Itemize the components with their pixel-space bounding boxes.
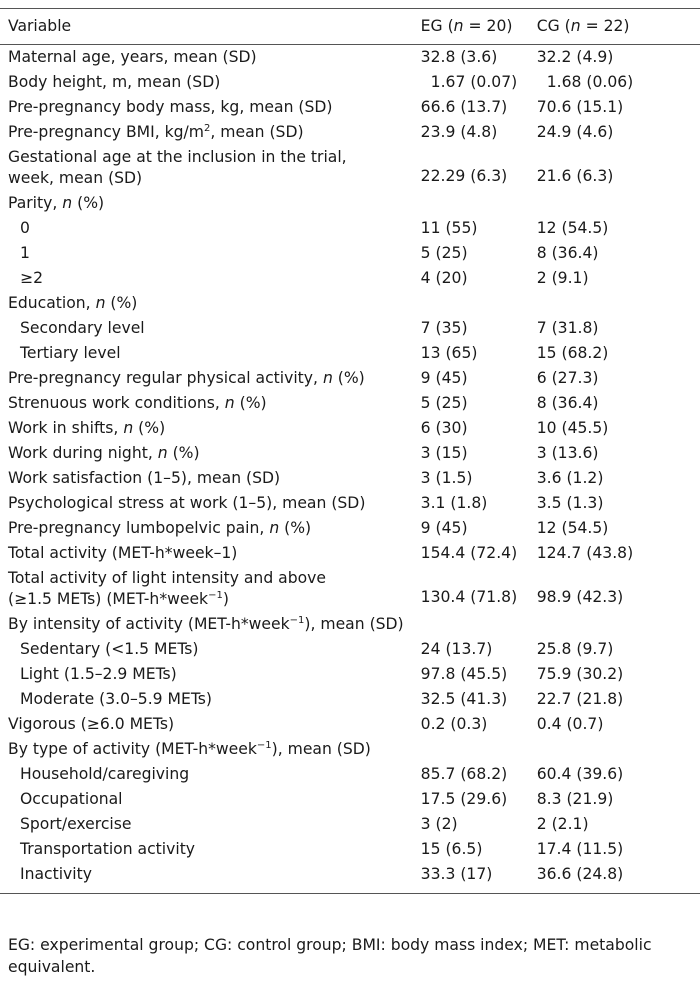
cg-value: 2 (9.1): [536, 269, 589, 287]
eg-value: 32.8 (3.6): [420, 48, 498, 66]
eg-value: 0.2 (0.3): [420, 715, 488, 733]
eg-value: 3 (1.5): [420, 469, 473, 487]
row-label: Inactivity: [20, 865, 92, 883]
cg-value: 32.2 (4.9): [536, 48, 614, 66]
table-row: [0, 566, 700, 612]
eg-value: 9 (45): [420, 519, 468, 537]
table-row: [0, 491, 700, 516]
header-row: [0, 9, 700, 45]
eg-value: 22.29 (6.3): [420, 167, 508, 185]
header-eg: EG (n = 20): [420, 17, 513, 35]
table-row: [0, 341, 700, 366]
cg-value: 17.4 (11.5): [536, 840, 624, 858]
eg-value: 7 (35): [420, 319, 468, 337]
table-row: [0, 637, 700, 662]
row-label: ≥2: [20, 269, 43, 287]
row-label: Pre-pregnancy BMI, $kg/m^2$, mean (SD): [8, 122, 304, 141]
cg-value: 12 (54.5): [536, 519, 609, 537]
row-label: Tertiary level: [20, 344, 121, 362]
row-label: Maternal age, years, mean (SD): [8, 48, 257, 66]
table-row: [0, 612, 700, 637]
table-footnote: EG: experimental group; CG: control group; BMI: body mass index; MET: metabolic equivalent.: [8, 936, 652, 976]
eg-value: 23.9 (4.8): [420, 123, 498, 141]
eg-value: 1.67 (0.07): [430, 73, 518, 91]
row-label: 0: [20, 219, 30, 237]
row-label: Vigorous (≥6.0 METs): [8, 715, 175, 733]
row-label: Gestational age at the inclusion in the trial, week, mean (SD): [8, 148, 347, 187]
eg-value: 3 (2): [420, 815, 458, 833]
table-row: [0, 687, 700, 712]
table-row: [0, 316, 700, 341]
row-label: Psychological stress at work (1–5), mean (SD): [8, 494, 366, 512]
header-cg: CG (n = 22): [536, 17, 630, 35]
table-row: [0, 145, 700, 191]
row-label: Strenuous work conditions, n (%): [8, 394, 267, 412]
cg-value: [537, 291, 700, 316]
table-row: [0, 441, 700, 466]
eg-value: 17.5 (29.6): [420, 790, 508, 808]
table-row: [0, 70, 700, 95]
eg-value: 15 (6.5): [420, 840, 483, 858]
eg-value: 130.4 (71.8): [420, 588, 518, 606]
eg-value: 5 (25): [420, 394, 468, 412]
cg-value: 2 (2.1): [536, 815, 589, 833]
row-label: By intensity of activity (MET-h*week$^{-1}$), mean (SD): [8, 614, 404, 633]
eg-value: 3 (15): [420, 444, 468, 462]
cg-value: 3.6 (1.2): [536, 469, 604, 487]
row-label: Pre-pregnancy lumbopelvic pain, n (%): [8, 519, 312, 537]
table-row: [0, 241, 700, 266]
table-row: [0, 516, 700, 541]
cg-value: 3.5 (1.3): [536, 494, 604, 512]
table-row: [0, 391, 700, 416]
table-row: [0, 541, 700, 566]
eg-value: [421, 737, 537, 762]
cg-value: 8 (36.4): [536, 244, 599, 262]
row-label: Household/caregiving: [20, 765, 190, 783]
cg-value: 0.4 (0.7): [536, 715, 604, 733]
eg-value: 85.7 (68.2): [420, 765, 508, 783]
cg-value: 124.7 (43.8): [536, 544, 634, 562]
cg-value: 7 (31.8): [536, 319, 599, 337]
eg-value: 4 (20): [420, 269, 468, 287]
cg-value: 60.4 (39.6): [536, 765, 624, 783]
table-row: [0, 662, 700, 687]
data-table: [0, 8, 700, 894]
table-row: [0, 366, 700, 391]
row-label: Pre-pregnancy body mass, kg, mean (SD): [8, 98, 333, 116]
row-label: Work during night, n (%): [8, 444, 200, 462]
table-row: [0, 216, 700, 241]
eg-value: 9 (45): [420, 369, 468, 387]
table-row: [0, 416, 700, 441]
header-variable: Variable: [8, 17, 72, 35]
cg-value: 70.6 (15.1): [536, 98, 624, 116]
table-row: [0, 466, 700, 491]
eg-value: 3.1 (1.8): [420, 494, 488, 512]
row-label: Light (1.5–2.9 METs): [20, 665, 177, 683]
cg-value: 15 (68.2): [536, 344, 609, 362]
eg-value: 11 (55): [420, 219, 478, 237]
cg-value: [537, 737, 700, 762]
cg-value: 98.9 (42.3): [536, 588, 624, 606]
table-row: [0, 737, 700, 762]
cg-value: 12 (54.5): [536, 219, 609, 237]
cg-value: [537, 612, 700, 637]
cg-value: 75.9 (30.2): [536, 665, 624, 683]
row-label: Occupational: [20, 790, 123, 808]
table-row: [0, 812, 700, 837]
cg-value: 8 (36.4): [536, 394, 599, 412]
cg-value: 22.7 (21.8): [536, 690, 624, 708]
cg-value: 25.8 (9.7): [536, 640, 614, 658]
row-label: Moderate (3.0–5.9 METs): [20, 690, 213, 708]
table-row: [0, 762, 700, 787]
table-row: [0, 837, 700, 862]
row-label: Total activity (MET-h*week–1): [8, 544, 238, 562]
eg-value: [421, 612, 537, 637]
cg-value: 36.6 (24.8): [536, 865, 624, 883]
eg-value: 13 (65): [420, 344, 478, 362]
row-label: Sedentary (<1.5 METs): [20, 640, 199, 658]
cg-value: [537, 191, 700, 216]
table-row: [0, 712, 700, 737]
cg-value: 10 (45.5): [536, 419, 609, 437]
row-label: Sport/exercise: [20, 815, 132, 833]
row-label: Total activity of light intensity and above (≥1.5 METs) (MET-h*week$^{-1}$): [8, 569, 326, 608]
cg-value: 21.6 (6.3): [536, 167, 614, 185]
row-label: Body height, m, mean (SD): [8, 73, 221, 91]
table-body: [0, 45, 700, 894]
table-row: [0, 291, 700, 316]
row-label: Pre-pregnancy regular physical activity, n (%): [8, 369, 365, 387]
table-row: [0, 862, 700, 894]
eg-value: 33.3 (17): [420, 865, 493, 883]
table-row: [0, 787, 700, 812]
cg-value: 8.3 (21.9): [536, 790, 614, 808]
row-label: Secondary level: [20, 319, 145, 337]
cg-value: 24.9 (4.6): [536, 123, 614, 141]
cg-value: 3 (13.6): [536, 444, 599, 462]
cg-value: 1.68 (0.06): [546, 73, 634, 91]
table-row: [0, 191, 700, 216]
eg-value: [421, 291, 537, 316]
eg-value: 5 (25): [420, 244, 468, 262]
row-label: Parity, n (%): [8, 194, 105, 212]
eg-value: 32.5 (41.3): [420, 690, 508, 708]
table-row: [0, 45, 700, 71]
table-row: [0, 266, 700, 291]
row-label: Transportation activity: [20, 840, 196, 858]
eg-value: 24 (13.7): [420, 640, 493, 658]
eg-value: 154.4 (72.4): [420, 544, 518, 562]
row-label: Work satisfaction (1–5), mean (SD): [8, 469, 281, 487]
eg-value: 66.6 (13.7): [420, 98, 508, 116]
cg-value: 6 (27.3): [536, 369, 599, 387]
row-label: By type of activity (MET-h*week$^{-1}$), mean (SD): [8, 739, 371, 758]
eg-value: 97.8 (45.5): [420, 665, 508, 683]
table-row: [0, 95, 700, 120]
table-row: [0, 120, 700, 145]
eg-value: 6 (30): [420, 419, 468, 437]
row-label: 1: [20, 244, 30, 262]
row-label: Education, n (%): [8, 294, 138, 312]
row-label: Work in shifts, n (%): [8, 419, 166, 437]
eg-value: [421, 191, 537, 216]
